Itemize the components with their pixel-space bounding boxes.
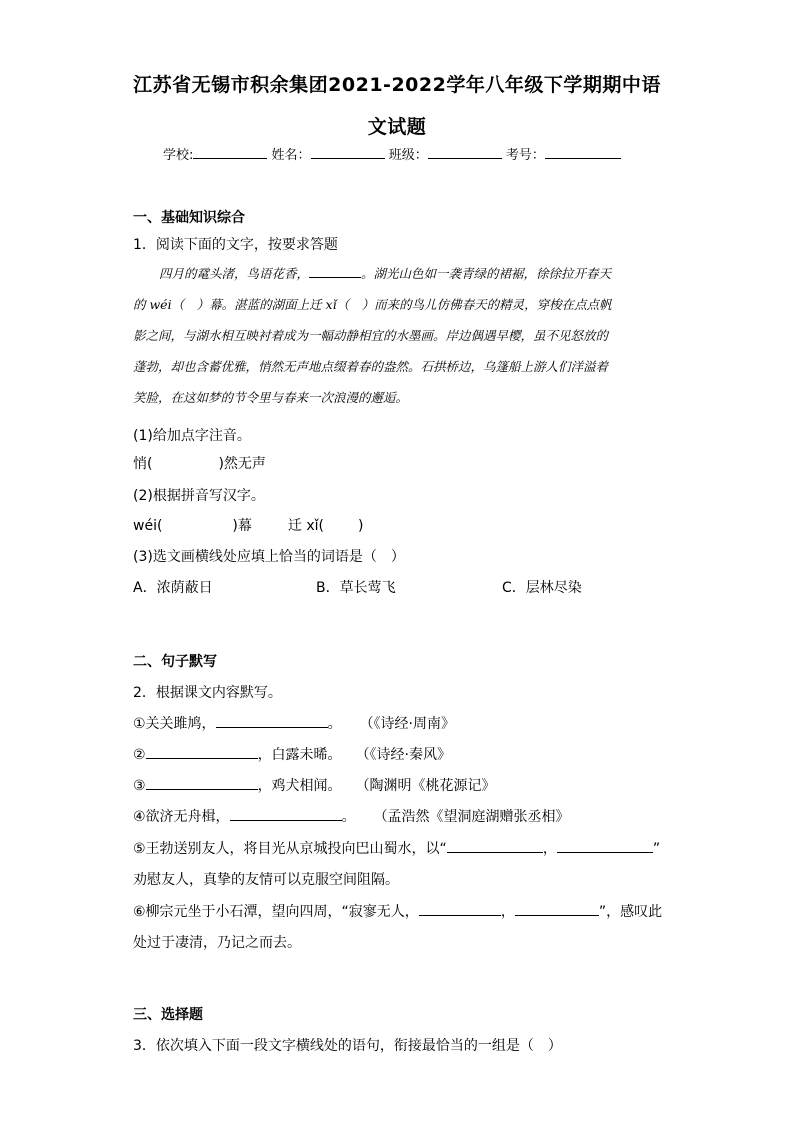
q1-sub2-items: wéi( )幕 迁 xǐ( ) (133, 518, 364, 534)
school-blank[interactable] (193, 146, 267, 159)
recite-item-6: ⑥柳宗元坐于小石潭，望向四周，“寂寥无人， ， ”，感叹此 (133, 904, 663, 920)
recite-blank[interactable] (146, 745, 258, 759)
name-blank[interactable] (311, 146, 385, 159)
q1-sub2: (2)根据拼音写汉字。 (133, 488, 265, 504)
q1-sub1: (1)给加点字注音。 (133, 428, 251, 444)
passage-line: 笑脸，在这如梦的节令里与春来一次浪漫的邂逅。 (133, 390, 409, 405)
name-label: 姓名： (271, 148, 311, 163)
recite-blank[interactable] (557, 839, 653, 853)
recite-item-3: ③ ，鸡犬相闻。 （陶渊明《桃花源记》 (133, 778, 496, 794)
passage-line: 影之间，与湖水相互映衬着成为一幅动静相宜的水墨画。岸边偶遇早樱，虽不见怒放的 (133, 328, 609, 343)
q1-sub1-item: 悄( )然无声 (133, 456, 266, 472)
section2-heading: 二、句子默写 (133, 654, 217, 670)
recite-blank[interactable] (515, 902, 599, 916)
recite-blank[interactable] (447, 839, 543, 853)
passage-line: 蓬勃，却也含蓄优雅，悄然无声地点缀着春的盎然。石拱桥边，乌篷船上游人们洋溢着 (133, 359, 609, 374)
student-info-row (163, 144, 621, 163)
option-b[interactable]: B．草长莺飞 (316, 580, 396, 596)
recite-blank[interactable] (216, 714, 328, 728)
option-a[interactable]: A．浓荫蔽日 (133, 580, 213, 596)
recite-item-6-cont: 处过于凄清，乃记之而去。 (133, 935, 301, 951)
recite-item-5: ⑤王勃送别友人，将目光从京城投向巴山蜀水，以“ ， ” (133, 841, 661, 857)
section3-heading: 三、选择题 (133, 1007, 203, 1023)
class-blank[interactable] (428, 146, 502, 159)
recite-item-1: ①关关雎鸠， 。 （《诗经·周南》 (133, 716, 456, 732)
recite-item-4: ④欲济无舟楫， 。 （孟浩然《望洞庭湖赠张丞相》 (133, 809, 570, 825)
recite-blank[interactable] (419, 902, 501, 916)
exam-title-line1: 江苏省无锡市积余集团2021-2022学年八年级下学期期中语 (133, 74, 661, 96)
passage-line: 四月的鼋头渚，鸟语花香， 。湖光山色如一袭青绿的裙裾，徐徐拉开春天 (159, 266, 612, 281)
exam-number-blank[interactable] (545, 146, 621, 159)
recite-blank[interactable] (230, 807, 342, 821)
q3-stem: 3．依次填入下面一段文字横线处的语句，衔接最恰当的一组是（ ） (133, 1038, 562, 1054)
exam-title-line2: 文试题 (367, 116, 427, 138)
recite-item-5-cont: 劝慰友人，真挚的友情可以克服空间阻隔。 (133, 872, 399, 888)
q1-passage (133, 258, 661, 413)
school-label: 学校: (163, 148, 194, 163)
option-c[interactable]: C．层林尽染 (502, 580, 582, 596)
section1-heading: 一、基础知识综合 (133, 210, 245, 226)
q1-stem: 1．阅读下面的文字，按要求答题 (133, 237, 338, 253)
class-label: 班级： (388, 148, 428, 163)
passage-line: 的 wéi（ ）幕。湛蓝的湖面上迁 xǐ（ ）而来的鸟儿仿佛春天的精灵，穿梭在点点帆 (133, 297, 612, 312)
q2-stem: 2．根据课文内容默写。 (133, 685, 282, 701)
recite-blank[interactable] (146, 776, 258, 790)
recite-item-2: ② ，白露未晞。 （《诗经·秦风》 (133, 747, 452, 763)
q1-sub3: (3)选文画横线处应填上恰当的词语是（ ） (133, 549, 405, 565)
exam-number-label: 考号： (505, 148, 545, 163)
passage-blank[interactable] (309, 264, 361, 278)
